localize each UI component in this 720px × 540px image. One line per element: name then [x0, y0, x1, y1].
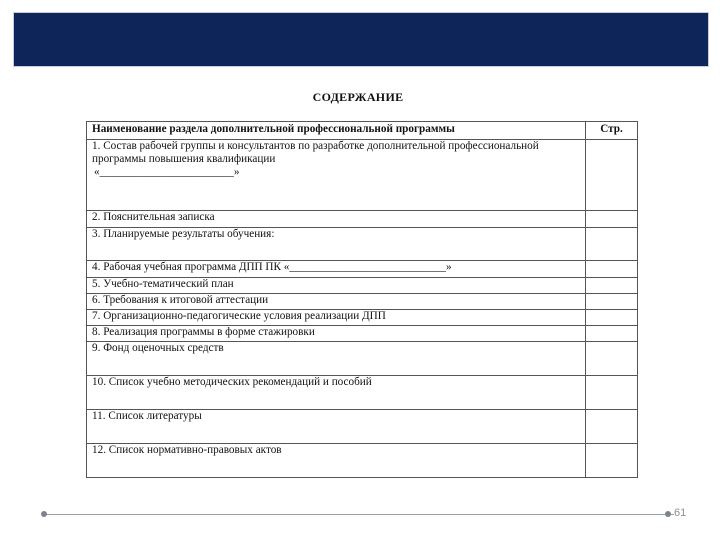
table-row [87, 211, 638, 228]
page-cell [586, 444, 638, 478]
row-8-text: 8. Реализация программы в форме стажировки [87, 326, 586, 342]
table-row [87, 410, 638, 444]
slide-page-number: 61 [674, 507, 687, 519]
row-5-text: 5. Учебно-тематический план [87, 278, 586, 294]
table-row [87, 278, 638, 294]
page-cell [586, 140, 638, 211]
footer-divider [44, 514, 674, 515]
page-cell [586, 376, 638, 410]
row-10-text: 10. Список учебно методических рекомендаций и пособий [87, 376, 586, 410]
row-1-blank: «________________________» [94, 166, 240, 178]
page-cell [586, 310, 638, 326]
row-6-text: 6. Требования к итоговой аттестации [87, 294, 586, 310]
section-column-header: Наименование раздела дополнительной профессиональной программы [87, 122, 586, 140]
page-cell [586, 278, 638, 294]
table-row [87, 294, 638, 310]
table-row [87, 261, 638, 278]
row-1-text: 1. Состав рабочей группы и консультантов по разработке дополнительной профессиональной программы повышения квалификации [92, 140, 539, 165]
page-cell [586, 261, 638, 278]
page-cell [586, 294, 638, 310]
row-7-text: 7. Организационно-педагогические условия реализации ДПП [87, 310, 586, 326]
footer-left-dot-icon [41, 511, 47, 517]
page-column-header: Стр. [586, 122, 638, 140]
row-12-text: 12. Список нормативно-правовых актов [87, 444, 586, 478]
contents-table [86, 121, 638, 478]
footer-right-dot-icon [665, 511, 671, 517]
page-cell [586, 211, 638, 228]
row-3-text: 3. Планируемые результаты обучения: [87, 228, 586, 261]
table-row [87, 326, 638, 342]
row-9-text: 9. Фонд оценочных средств [87, 342, 586, 376]
document-title: СОДЕРЖАНИЕ [312, 90, 404, 104]
table-header-row [87, 122, 638, 140]
page-cell [586, 228, 638, 261]
page-cell [586, 326, 638, 342]
table-row [87, 342, 638, 376]
row-4-text: 4. Рабочая учебная программа ДПП ПК «____________________________» [87, 261, 586, 278]
table-row [87, 140, 638, 211]
row-2-text: 2. Пояснительная записка [87, 211, 586, 228]
table-row [87, 376, 638, 410]
table-row [87, 310, 638, 326]
table-row [87, 444, 638, 478]
page-cell [586, 342, 638, 376]
table-cell [87, 140, 586, 211]
table-row [87, 228, 638, 261]
slide-header-band [13, 12, 709, 67]
row-11-text: 11. Список литературы [87, 410, 586, 444]
page-cell [586, 410, 638, 444]
